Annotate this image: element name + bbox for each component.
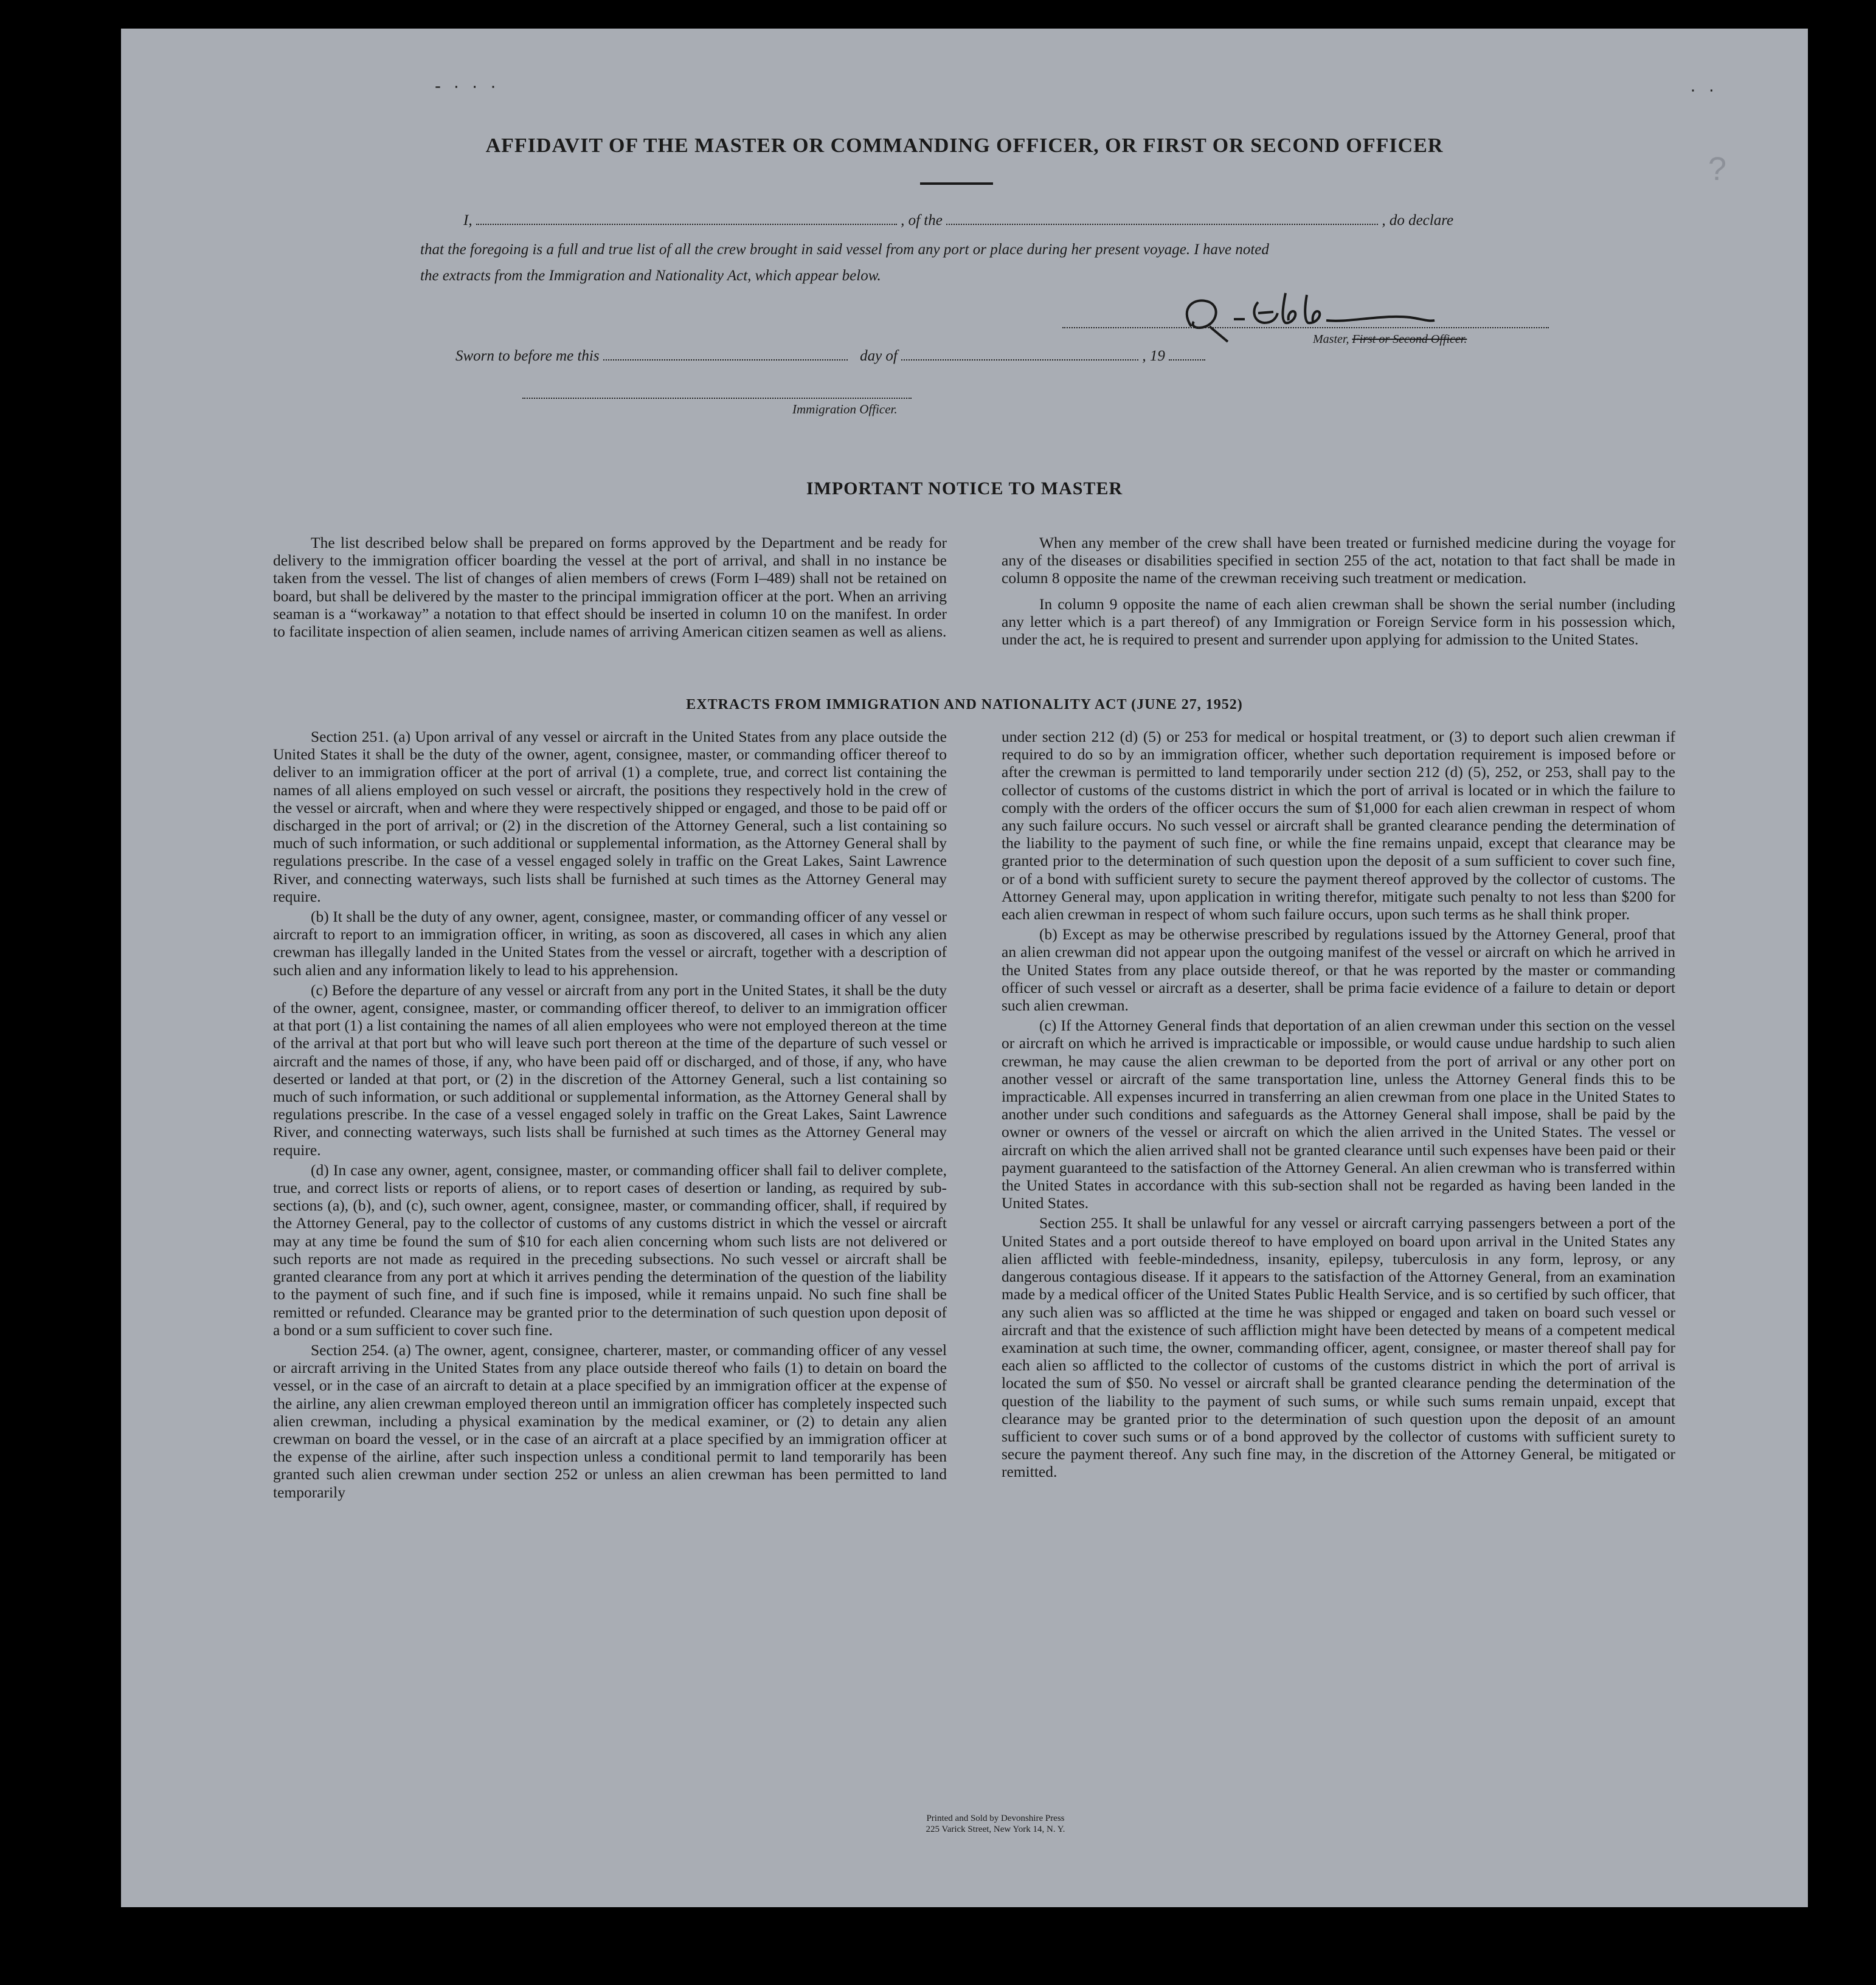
sworn-year-label: , 19 (1142, 348, 1165, 364)
vessel-name-field[interactable] (946, 224, 1378, 225)
affidavit-title: AFFIDAVIT OF THE MASTER OR COMMANDING OFFICER, OR FIRST OR SECOND OFFICER (485, 134, 1444, 157)
immigration-officer-label: Immigration Officer. (792, 402, 898, 416)
stray-marks-right: · · (1690, 80, 1719, 100)
affidavit-i-label: I, (463, 212, 472, 229)
section-254-a-continued: under section 212 (d) (5) or 253 for medical or hospital treatment, or (3) to deport such alien crewman if required to do so by an immigration officer, whether such deportation requirement is imposed before or after the crewman is permitted to land temporarily under section 212 (d) (5), 252, or 253, shall pay to the collector of customs of the customs district in which the port of arrival is located or in which the failure to comply with the orders of the officer occurs the sum of $1,000 for each alien crewman in respect of whom any such failure occurs. No such vessel or aircraft shall be granted clearance pending the determination of the liability to the payment of such fine, or while the fine remains unpaid, except that clearance may be granted prior to the determination of such question upon the deposit of a sum sufficient to cover such fine, or of a bond with sufficient surety to secure the payment thereof approved by the collector of customs. The Attorney General may, upon application in writing therefor, mitigate such penalty to not less than $200 for each alien crewman in respect of whom such failure occurs, upon such terms as he shall think proper. (1002, 728, 1675, 923)
notice-right-paragraph-1: When any member of the crew shall have been treated or furnished medicine during the voyage for any of the diseases or disabilities specified in section 255 of the act, notation to that fact shall be made in column 8 opposite the name of the crewman receiving such treatment or medication. (1002, 534, 1675, 587)
printer-imprint (874, 1813, 1117, 1835)
section-251-c: (c) Before the departure of any vessel or aircraft from any port in the United States, it shall be the duty of the owner, agent, consignee, master, or commanding officer thereof, to deliver to an immigration officer at that port (1) a list containing the names of all alien employees who were not employed thereon at the time of the arrival at that port but who will leave such port thereon at the time of the departure of such vessel or aircraft and the names of those, if any, who have been paid off or discharged, and of those, if any, who have deserted or landed at that port, or (2) in the discretion of the Attorney General, such a list containing so much of such information, or such additional or supplemental information, as the Attorney General shall by regulations prescribe. In the case of a vessel engaged solely in traffic on the Great Lakes, Saint Lawrence River, and connecting waterways, such lists shall be furnished at such times as the Attorney General may require. (273, 981, 947, 1159)
signature-title (1313, 333, 1467, 347)
signature-title-master: Master, (1313, 333, 1349, 346)
sworn-line (455, 348, 1205, 365)
stray-marks-left: - · · · (435, 76, 500, 96)
extracts-right-column (1002, 728, 1675, 1481)
affidavit-declare-label: , do declare (1382, 212, 1454, 229)
section-254-c: (c) If the Attorney General finds that deportation of an alien crewman under this section on the vessel or aircraft on which he arrived is impracticable or impossible, or would cause undue hardship to such alien crewman, he may cause the alien crewman to be deported from the port of arrival or any other port on another vessel or aircraft of the same transportation line, unless the Attorney General finds this to be impracticable. All expenses incurred in transferring an alien crewman from one place in the United States to another under such conditions and safeguards as the Attorney General shall impose, shall be paid by the owner or owners of the vessel or aircraft on which the alien arrived in the United States. The vessel or aircraft on which the alien arrived shall not be granted clearance until such expenses have been paid or their payment guaranteed to the satisfaction of the Attorney General. An alien crewman who is transferred within the United States in accordance with this sub-section shall not be regarded as having been landed in the United States. (1002, 1017, 1675, 1212)
affidavit-of-the-label: , of the (901, 212, 943, 229)
affidavit-line-3: the extracts from the Immigration and Nationality Act, which appear below. (420, 268, 881, 284)
master-name-field[interactable] (476, 224, 897, 225)
sworn-year-field[interactable] (1169, 359, 1205, 361)
title-underline (920, 182, 993, 185)
immigration-officer-line (522, 398, 912, 399)
extracts-title: EXTRACTS FROM IMMIGRATION AND NATIONALITY ACT (JUNE 27, 1952) (686, 697, 1243, 713)
document-page (121, 29, 1808, 1907)
notice-title: IMPORTANT NOTICE TO MASTER (806, 478, 1123, 499)
signature-title-struck: First or Second Officer. (1352, 333, 1467, 346)
affidavit-line-2: that the foregoing is a full and true list of all the crew brought in said vessel from any port or place during her present voyage. I have noted (420, 241, 1269, 258)
affidavit-line-1 (463, 212, 1453, 229)
sworn-day-field[interactable] (603, 359, 848, 361)
printer-imprint-line-2: 225 Varick Street, New York 14, N. Y. (926, 1824, 1065, 1834)
section-251-b: (b) It shall be the duty of any owner, agent, consignee, master, or commanding officer of any vessel or aircraft to report to an immigration officer, in writing, as soon as discovered, all cases in which any alien crewman has illegally landed in the United States from the vessel or aircraft, together with a description of such alien and any information likely to lead to his apprehension. (273, 908, 947, 979)
section-251-a: Section 251. (a) Upon arrival of any vessel or aircraft in the United States from any place outside the United States it shall be the duty of the owner, agent, consignee, master, or commanding officer thereof to deliver to an immigration officer at the port of arrival (1) a complete, true, and correct list containing the names of all aliens employed on such vessel or aircraft, the positions they respectively hold in the crew of the vessel or aircraft, when and where they were respectively shipped or engaged, and those to be paid off or discharged in the port of arrival; or (2) in the discretion of the Attorney General, such a list containing so much of such information, or such additional or supplemental information, as the Attorney General shall by regulations prescribe. In the case of a vessel engaged solely in traffic on the Great Lakes, Saint Lawrence River, and connecting waterways, such lists shall be furnished at such times as the Attorney General may require. (273, 728, 947, 905)
sworn-day-of-label: day of (860, 348, 898, 364)
bleed-through-mark: ? (1708, 151, 1727, 187)
notice-left-column (273, 534, 947, 640)
signature-line (1062, 327, 1549, 328)
section-254-b: (b) Except as may be otherwise prescribed by regulations issued by the Attorney General, proof that an alien crewman did not appear upon the outgoing manifest of the vessel or aircraft on which he arrived in the United States from any place outside thereof, or that he was reported by the master or commanding officer of such vessel or aircraft as a deserter, shall be prima facie evidence of a failure to detain or deport such alien crewman. (1002, 925, 1675, 1015)
extracts-left-column (273, 728, 947, 1501)
printer-imprint-line-1: Printed and Sold by Devonshire Press (926, 1814, 1065, 1823)
section-254-a: Section 254. (a) The owner, agent, consignee, charterer, master, or commanding officer of any vessel or aircraft arriving in the United States from any place outside thereof who fails (1) to detain on board the vessel, or in the case of an aircraft to detain at a place specified by an immigration officer at the expense of the airline, any alien crewman employed thereon until an immigration officer has completely inspected such alien crewman, including a physical examination by the medical examiner, or (2) to detain any alien crewman on board the vessel, or in the case of an aircraft at a place specified by an immigration officer at the expense of the airline, after such inspection unless a conditional permit to land temporarily has been granted such alien crewman under section 252 or unless an alien crewman has been permitted to land temporarily (273, 1341, 947, 1501)
notice-right-paragraph-2: In column 9 opposite the name of each alien crewman shall be shown the serial number (including any letter which is a part thereof) of any Immigration or Foreign Service form in his possession which, under the act, he is required to present and surrender upon applying for admission to the United States. (1002, 595, 1675, 649)
section-255: Section 255. It shall be unlawful for any vessel or aircraft carrying passengers between a port of the United States and a port outside thereof to have employed on board upon arrival in the United States any alien afflicted with feeble-mindedness, insanity, epilepsy, tuberculosis in any form, leprosy, or any dangerous contagious disease. If it appears to the satisfaction of the Attorney General, from an examination made by a medical officer of the United States Public Health Service, and is so certified by such officer, that any such alien was so afflicted at the time he was shipped or engaged and taken on board such vessel or aircraft and that the existence of such affliction might have been detected by means of a competent medical examination at such time, the owner, commanding officer, agent, consignee, or master thereof shall pay for each alien so afflicted to the collector of customs of the customs district in which the port of arrival is located the sum of $50. No vessel or aircraft shall be granted clearance pending the determination of the question of the liability to the payment of such sums, or while such sums remain unpaid, except that clearance may be granted prior to the determination of such question upon the deposit of an amount sufficient to cover such sums or of a bond approved by the collector of customs with sufficient surety to secure the payment thereof. Any such fine may, in the discretion of the Attorney General, be mitigated or remitted. (1002, 1214, 1675, 1481)
sworn-prefix: Sworn to before me this (455, 348, 600, 364)
section-251-d: (d) In case any owner, agent, consignee, master, or commanding officer shall fail to deliver complete, true, and correct lists or reports of aliens, or to report cases of desertion or landing, as required by sub-sections (a), (b), and (c), such owner, agent, consignee, master, or commanding officer, shall, if required by the Attorney General, pay to the collector of customs of any customs district in which the vessel or aircraft may at any time be found the sum of $10 for each alien concerning whom such lists are not delivered or such reports are not made as required in the preceding subsections. No such vessel or aircraft shall be granted clearance from any port at which it arrives pending the determination of the question of the liability to the payment of such fine, and if such fine is imposed, while it remains unpaid. No such fine shall be remitted or refunded. Clearance may be granted prior to the determination of such question upon deposit of a bond or a sum sufficient to cover such fine. (273, 1161, 947, 1339)
notice-right-column (1002, 534, 1675, 648)
notice-left-paragraph: The list described below shall be prepared on forms approved by the Department and be ready for delivery to the immigration officer boarding the vessel at the port of arrival, and shall in no instance be taken from the vessel. The list of changes of alien members of crews (Form I–489) shall not be retained on board, but shall be delivered by the master to the principal immigration officer at the port. When an arriving seaman is a “workaway” a notation to that effect should be inserted in column 10 on the manifest. In order to facilitate inspection of alien seamen, include names of arriving American citizen seamen as well as aliens. (273, 534, 947, 641)
sworn-month-field[interactable] (901, 359, 1138, 361)
